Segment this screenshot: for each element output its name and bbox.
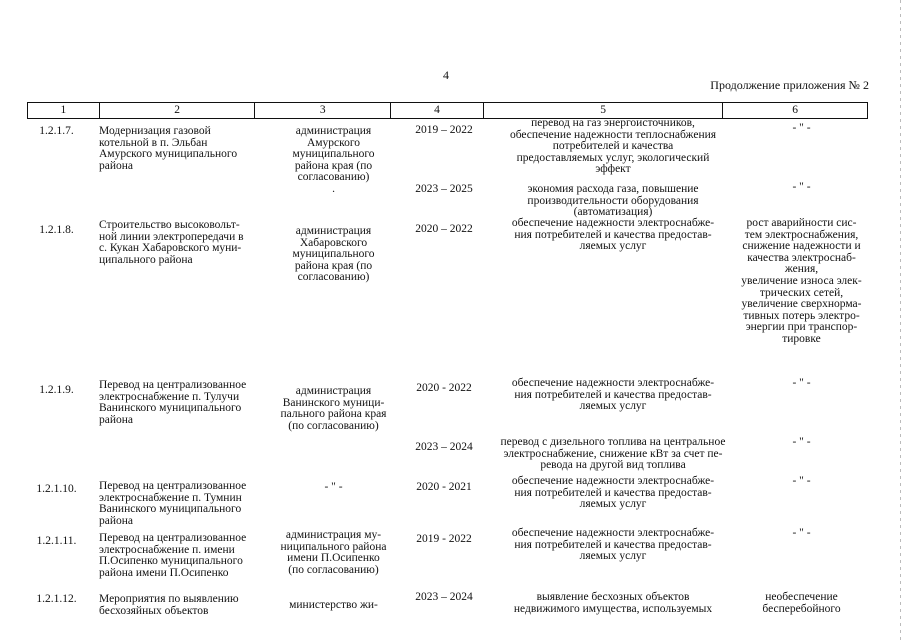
row-executor: - " - bbox=[324, 481, 343, 493]
row-executor: министерство жи- bbox=[289, 599, 378, 611]
row-number: 1.2.1.7. bbox=[39, 125, 74, 137]
row-period: 2023 – 2024 bbox=[415, 591, 473, 603]
row-risk: - " - bbox=[792, 527, 811, 539]
row-expected-result: перевод на газ энергоисточников, обеспечение надежности теплоснабжения потребителей и качества предоставляемых услуг, экологический эффект bbox=[509, 117, 717, 176]
row-executor: администрация Ванинского муници- пального района края (по согласованию) bbox=[280, 385, 387, 432]
row-expected-result: выявление бесхозных объектов недвижимого имущества, используемых bbox=[513, 591, 713, 615]
row-period: 2020 - 2021 bbox=[416, 481, 472, 493]
row-measure-name: Перевод на централизованное электроснабжение п. Тулучи Ванинского муниципального района bbox=[99, 379, 247, 426]
header-col-4: 4 bbox=[391, 103, 484, 118]
row-expected-result: обеспечение надежности электроснабже- ния потребителей и качества предостав- ляемых услуг bbox=[511, 527, 715, 563]
header-col-6: 6 bbox=[792, 104, 799, 116]
row-executor: администрация Хабаровского муниципального района края (по согласованию) bbox=[292, 225, 375, 284]
row-period: 2019 - 2022 bbox=[416, 533, 472, 545]
page-number: 4 bbox=[443, 68, 449, 82]
row-expected-result: экономия расхода газа, повышение производительности оборудования (автоматизация) bbox=[527, 183, 699, 219]
row-period: 2020 - 2022 bbox=[416, 382, 472, 394]
row-risk: необеспечение бесперебойного bbox=[762, 591, 841, 615]
header-col-3: 3 bbox=[255, 103, 391, 118]
header-col-5: 5 bbox=[484, 103, 723, 118]
row-expected-result: обеспечение надежности электроснабже- ния потребителей и качества предостав- ляемых услуг bbox=[511, 475, 715, 511]
row-period: 2020 – 2022 bbox=[415, 223, 473, 235]
row-risk: рост аварийности сис- тем электроснабжения, снижение надежности и качества электроснаб- жения, увеличение износа элек- трических сетей, увеличение сверхнорма- тивных потерь электро- энергии при транспор- тировке bbox=[741, 217, 862, 345]
row-risk: - " - bbox=[792, 122, 811, 134]
row-expected-result: обеспечение надежности электроснабже- ния потребителей и качества предостав- ляемых услуг bbox=[511, 217, 715, 253]
row-measure-name: Строительство высоковольт- ной линии электропередачи в с. Кукан Хабаровского муни- ципального района bbox=[99, 219, 244, 266]
row-number: 1.2.1.10. bbox=[36, 483, 77, 495]
row-number: 1.2.1.11. bbox=[36, 535, 77, 547]
row-number: 1.2.1.12. bbox=[36, 593, 77, 605]
row-risk: - " - bbox=[792, 377, 811, 389]
row-period: 2023 – 2024 bbox=[415, 441, 473, 453]
row-measure-name: Перевод на централизованное электроснабжение п. Тумнин Ванинского муниципального района bbox=[99, 480, 247, 527]
row-number: 1.2.1.8. bbox=[39, 224, 74, 236]
row-executor: администрация Амурского муниципального района края (по согласованию) bbox=[292, 125, 375, 184]
appendix-continuation-note: Продолжение приложения № 2 bbox=[710, 78, 869, 92]
header-col-1: 1 bbox=[28, 103, 100, 118]
header-col-2: 2 bbox=[100, 103, 256, 118]
row-measure-name: Мероприятия по выявлению бесхозяйных объектов bbox=[99, 593, 239, 617]
row-expected-result: перевод с дизельного топлива на центральное электроснабжение, снижение кВт за счет пе- ревода на другой вид топлива bbox=[500, 436, 726, 472]
row-risk: - " - bbox=[792, 181, 811, 193]
row-risk: - " - bbox=[792, 475, 811, 487]
row-period: 2019 – 2022 bbox=[415, 124, 473, 136]
row-risk: - " - bbox=[792, 436, 811, 448]
row-number: 1.2.1.9. bbox=[39, 384, 74, 396]
scan-edge-line bbox=[900, 0, 901, 640]
row-executor: . bbox=[332, 183, 335, 195]
table-header-row bbox=[27, 102, 868, 119]
row-period: 2023 – 2025 bbox=[415, 183, 473, 195]
row-executor: администрация му- ниципального района имени П.Осипенко (по согласованию) bbox=[280, 529, 387, 576]
row-expected-result: обеспечение надежности электроснабже- ния потребителей и качества предостав- ляемых услуг bbox=[511, 377, 715, 413]
row-measure-name: Модернизация газовой котельной в п. Эльбан Амурского муниципального района bbox=[99, 125, 238, 172]
row-measure-name: Перевод на централизованное электроснабжение п. имени П.Осипенко муниципального района имени П.Осипенко bbox=[99, 532, 247, 579]
